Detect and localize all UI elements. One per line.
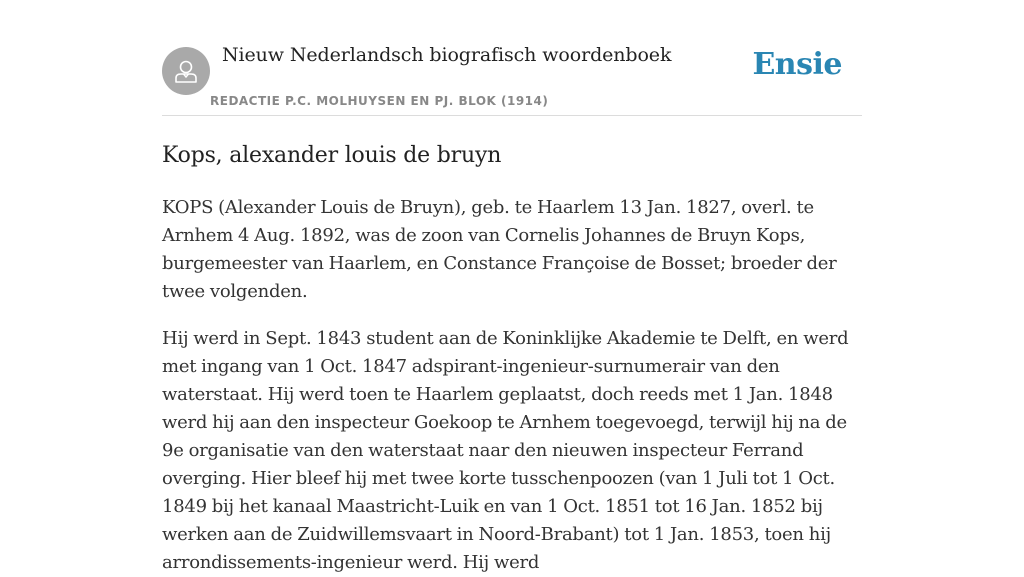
book-title-link[interactable]: Nieuw Nederlandsch biografisch woordenboek	[222, 44, 672, 66]
ensie-logo[interactable]: Ensie	[752, 47, 842, 82]
article-title: Kops, alexander louis de bruyn	[162, 143, 502, 168]
book-editors: REDACTIE P.C. MOLHUYSEN EN PJ. BLOK (1914)	[210, 94, 549, 108]
book-header	[162, 0, 862, 116]
article-paragraph-1: KOPS (Alexander Louis de Bruyn), geb. te Haarlem 13 Jan. 1827, overl. te Arnhem 4 Aug. 1892, was de zoon van Cornelis Johannes de Bruyn Kops, burgemeester van Haarlem, en Constance Françoise de Bosset; broeder der twee volgenden.	[162, 197, 837, 302]
avatar[interactable]	[162, 47, 210, 95]
user-icon	[162, 47, 210, 95]
article-paragraph-2: Hij werd in Sept. 1843 student aan de Koninklijke Akademie te Delft, en werd met ingang van 1 Oct. 1847 adspirant-ingenieur-surnumerair van den waterstaat. Hij werd toen te Haarlem geplaatst, doch reeds met 1 Jan. 1848 werd hij aan den inspecteur Goekoop te Arnhem toegevoegd, terwijl hij na de 9e organisatie van den waterstaat naar den nieuwen inspecteur Ferrand overging. Hier bleef hij met twee korte tusschenpoozen (van 1 Juli tot 1 Oct. 1849 bij het kanaal Maastricht-Luik en van 1 Oct. 1851 tot 16 Jan. 1852 bij werken aan de Zuidwillemsvaart in Noord-Brabant) tot 1 Jan. 1853, toen hij arrondissements-ingenieur werd. Hij werd	[162, 328, 849, 573]
content-column	[162, 0, 862, 577]
